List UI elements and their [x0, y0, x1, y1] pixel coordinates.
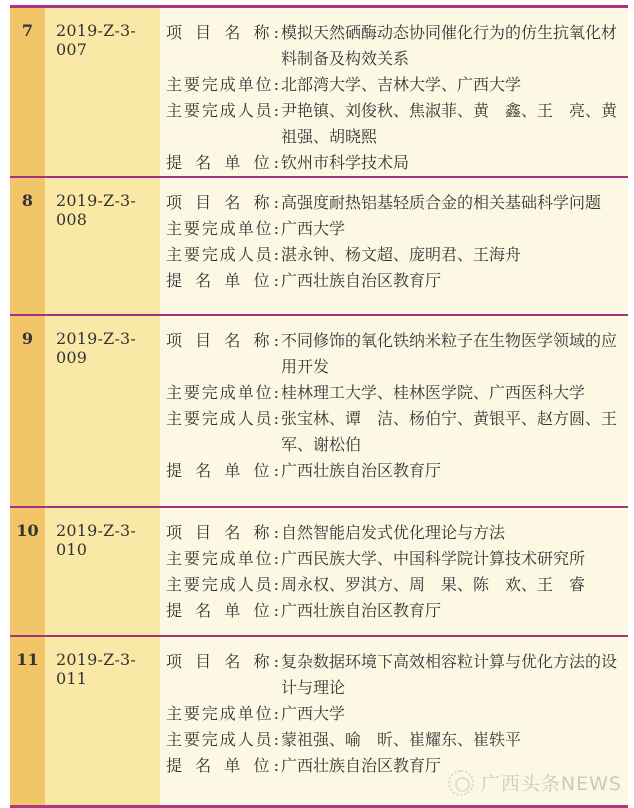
project-code-cell: 2019-Z-3-010	[45, 508, 160, 635]
table-row	[10, 637, 628, 805]
main-units-value: 北部湾大学、吉林大学、广西大学	[281, 75, 522, 94]
nominator-field	[166, 458, 620, 484]
project-name-label: 项 目 名 称:	[166, 331, 279, 350]
nominator-field	[166, 753, 620, 779]
main-units-label: 主要完成单位:	[166, 704, 279, 723]
main-people-field	[166, 242, 620, 268]
project-code-cell: 2019-Z-3-007	[45, 8, 160, 176]
project-name-field	[166, 190, 620, 216]
main-units-label: 主要完成单位:	[166, 75, 279, 94]
main-people-field	[166, 727, 620, 753]
main-units-field	[166, 546, 620, 572]
nominator-label: 提 名 单 位:	[166, 461, 279, 480]
row-content-cell	[160, 637, 628, 805]
main-people-label: 主要完成人员:	[166, 730, 279, 749]
row-number-cell: 9	[10, 316, 45, 506]
main-units-value: 广西大学	[281, 219, 346, 238]
row-number-cell: 8	[10, 178, 45, 314]
project-code-cell: 2019-Z-3-011	[45, 637, 160, 805]
project-name-value: 自然智能启发式优化理论与方法	[281, 523, 506, 542]
nominator-label: 提 名 单 位:	[166, 756, 279, 775]
nominator-label: 提 名 单 位:	[166, 153, 279, 172]
main-people-label: 主要完成人员:	[166, 245, 279, 264]
main-people-field	[166, 406, 634, 458]
project-name-field	[166, 520, 620, 546]
nominator-value: 钦州市科学技术局	[281, 153, 410, 172]
main-people-value: 尹艳镇、刘俊秋、焦淑菲、黄 鑫、王 亮、黄祖强、胡晓熙	[281, 101, 618, 146]
main-people-value: 湛永钟、杨文超、庞明君、王海舟	[281, 245, 522, 264]
project-name-value: 不同修饰的氧化铁纳米粒子在生物医学领域的应用开发	[281, 331, 618, 376]
row-content-cell	[160, 316, 634, 506]
main-units-value: 桂林理工大学、桂林医学院、广西医科大学	[281, 383, 586, 402]
watermark-text: 广西头条NEWS	[480, 773, 622, 795]
nominator-value: 广西壮族自治区教育厅	[281, 271, 442, 290]
main-people-value: 周永权、罗淇方、周 果、陈 欢、王 睿	[281, 575, 586, 594]
table-row	[10, 8, 628, 176]
project-name-label: 项 目 名 称:	[166, 23, 279, 42]
main-units-label: 主要完成单位:	[166, 383, 279, 402]
main-units-field	[166, 701, 620, 727]
nominator-label: 提 名 单 位:	[166, 271, 279, 290]
project-code-cell: 2019-Z-3-008	[45, 178, 160, 314]
nominator-value: 广西壮族自治区教育厅	[281, 461, 442, 480]
main-people-label: 主要完成人员:	[166, 101, 279, 120]
main-units-label: 主要完成单位:	[166, 549, 279, 568]
row-content-cell	[160, 8, 628, 176]
row-number-cell: 7	[10, 8, 45, 176]
project-code-cell: 2019-Z-3-009	[45, 316, 160, 506]
main-units-label: 主要完成单位:	[166, 219, 279, 238]
table-row	[10, 508, 628, 635]
project-name-label: 项 目 名 称:	[166, 193, 279, 212]
main-people-label: 主要完成人员:	[166, 409, 279, 428]
project-name-label: 项 目 名 称:	[166, 523, 279, 542]
main-units-field	[166, 380, 620, 406]
table-row	[10, 316, 634, 506]
main-units-value: 广西民族大学、中国科学院计算技术研究所	[281, 549, 586, 568]
project-name-value: 模拟天然硒酶动态协同催化行为的仿生抗氧化材料制备及构效关系	[281, 23, 618, 68]
nominator-field	[166, 150, 620, 176]
row-content-cell	[160, 508, 628, 635]
award-nomination-table	[10, 5, 634, 808]
project-name-field	[166, 20, 620, 72]
main-people-label: 主要完成人员:	[166, 575, 279, 594]
project-name-field	[166, 328, 620, 380]
main-units-field	[166, 72, 620, 98]
main-people-field	[166, 572, 620, 598]
main-units-value: 广西大学	[281, 704, 346, 723]
main-units-field	[166, 216, 620, 242]
nominator-label: 提 名 单 位:	[166, 601, 279, 620]
nominator-value: 广西壮族自治区教育厅	[281, 601, 442, 620]
row-number-cell: 10	[10, 508, 45, 635]
table-row	[10, 178, 628, 314]
project-name-value: 高强度耐热铝基轻质合金的相关基础科学问题	[281, 193, 602, 212]
nominator-value: 广西壮族自治区教育厅	[281, 756, 442, 775]
nominator-field	[166, 268, 620, 294]
nominator-field	[166, 598, 620, 624]
main-people-value: 张宝林、谭 洁、杨伯宁、黄银平、赵方圆、王 军、谢松伯	[281, 409, 634, 454]
project-name-field	[166, 649, 620, 701]
main-people-field	[166, 98, 620, 150]
project-name-value: 复杂数据环境下高效相容粒计算与优化方法的设计与理论	[281, 652, 618, 697]
project-name-label: 项 目 名 称:	[166, 652, 279, 671]
main-people-value: 蒙祖强、喻 昕、崔耀东、崔轶平	[281, 730, 522, 749]
row-content-cell	[160, 178, 628, 314]
row-number-cell: 11	[10, 637, 45, 805]
